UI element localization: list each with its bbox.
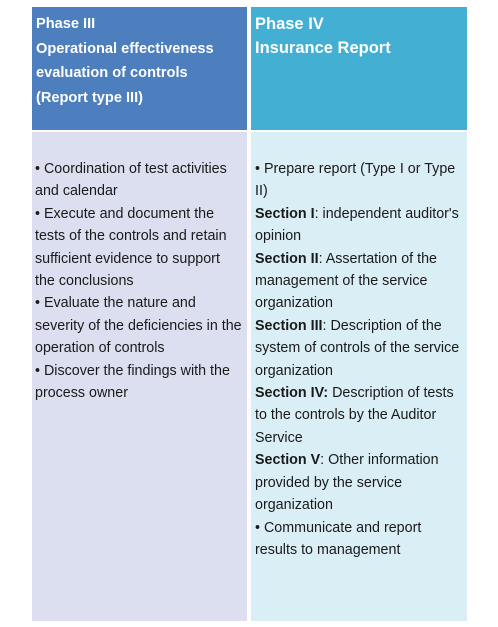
phase3-bullet: • Evaluate the nature and severity of the deficiencies in the operation of controls — [35, 295, 242, 357]
section-text: : Assertation of the management of the service organization — [255, 250, 437, 312]
section-text: : Description of the system of controls of the service organization — [255, 317, 460, 379]
phase3-body — [32, 132, 247, 621]
phase3-title-line: Phase III — [36, 16, 96, 32]
section-label: Section V — [255, 452, 321, 469]
section-label: Section IV: — [255, 385, 329, 402]
phase4-intro: • Prepare report (Type I or Type II) — [255, 161, 456, 200]
phase4-header — [251, 7, 467, 130]
section-text: : Other information provided by the service organization — [255, 452, 439, 514]
phase4-section — [255, 382, 464, 449]
phase3-title-line: (Report type III) — [36, 89, 144, 106]
phase4-title-line: Phase IV — [255, 15, 324, 33]
phase4-section — [255, 248, 464, 315]
section-label: Section I — [255, 205, 315, 222]
phase4-body — [251, 132, 467, 621]
section-text: Description of tests to the controls by the Auditor Service — [255, 385, 454, 446]
phase3-header — [32, 7, 247, 130]
phase3-bullet: • Discover the findings with the process owner — [35, 362, 230, 402]
section-label: Section II — [255, 250, 319, 267]
phase3-bullet: • Execute and document the tests of the controls and retain sufficient evidence to support the conclusions — [35, 205, 227, 290]
phase4-section — [255, 203, 464, 248]
phase3-title-line: evaluation of controls — [36, 65, 188, 81]
phase4-closing: • Communicate and report results to management — [255, 519, 422, 558]
phase4-section — [255, 449, 464, 516]
phase3-title-line: Operational effectiveness — [36, 40, 214, 57]
phase3-bullet: • Coordination of test activities and calendar — [35, 161, 227, 200]
phase4-title-line: Insurance Report — [255, 39, 391, 57]
section-label: Section III — [255, 317, 323, 334]
section-text: : independent auditor's opinion — [255, 205, 459, 245]
phase4-section — [255, 315, 464, 382]
